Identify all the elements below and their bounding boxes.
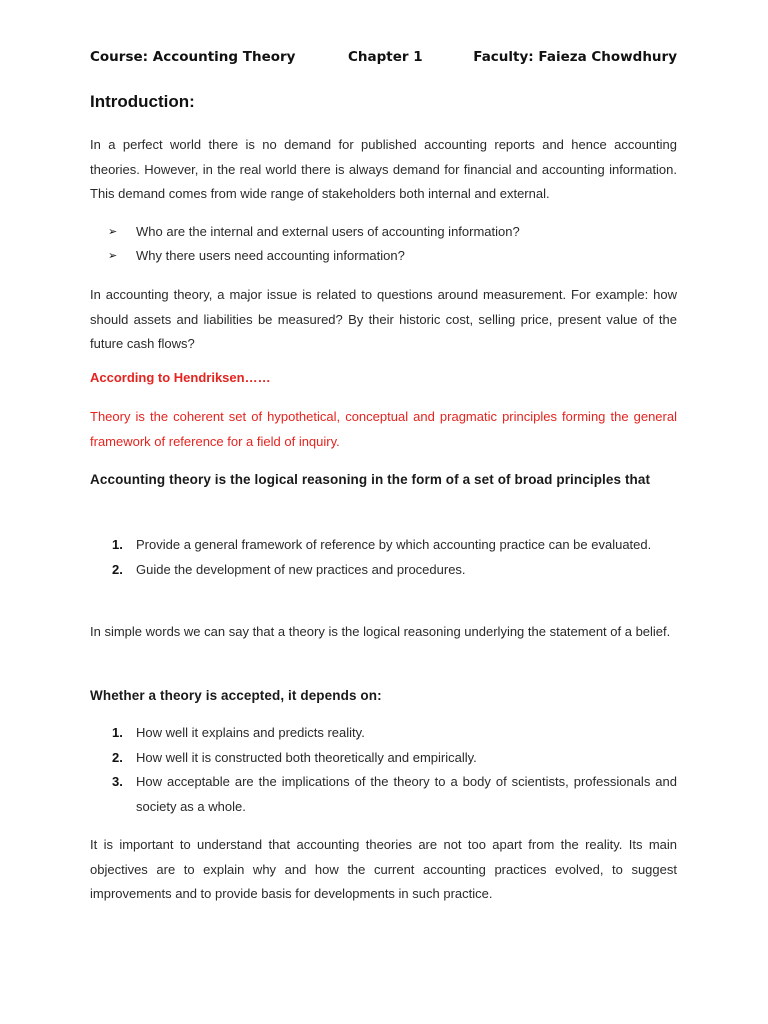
introduction-heading: Introduction: [90, 92, 195, 111]
hendriksen-heading: According to Hendriksen…… [90, 370, 271, 385]
list-item [112, 558, 677, 583]
bullet-text: Why there users need accounting information? [136, 248, 405, 263]
item-number: 2. [112, 561, 123, 577]
item-number: 1. [112, 537, 123, 552]
list-item [112, 746, 677, 771]
list-item [108, 244, 677, 268]
item-text: Provide a general framework of reference by which accounting practice can be evaluated. [136, 537, 652, 552]
header-course: Course: Accounting Theory [90, 49, 296, 65]
simple-words-paragraph: In simple words we can say that a theory is the logical reasoning underlying the statement of a belief. [90, 624, 671, 639]
hendriksen-definition: Theory is the coherent set of hypothetical, conceptual and pragmatic principles forming the general framework of reference for a field of inquiry. [90, 409, 677, 449]
item-text: How well it explains and predicts reality. [136, 725, 365, 740]
measurement-paragraph: In accounting theory, a major issue is related to questions around measurement. For example: how should assets and liabilities be measured? By their historic cost, selling price, present value of the future cash flows? [90, 287, 677, 351]
list-item [112, 533, 677, 558]
arrow-bullet-icon: ➢ [108, 226, 118, 238]
item-number: 2. [112, 749, 123, 765]
item-text: How acceptable are the implications of the theory to a body of scientists, professionals and society as a whole. [136, 774, 677, 814]
users-question-list [108, 220, 677, 268]
header-chapter: Chapter 1 [348, 49, 423, 65]
conclusion-paragraph: It is important to understand that accounting theories are not too apart from the reality. Its main objectives are to explain why and how the current accounting practices evolved, to suggest improvements and to provide basis for developments in such practice. [90, 837, 677, 901]
principles-list [112, 533, 677, 582]
list-item [108, 220, 677, 244]
page-header [90, 49, 677, 69]
header-faculty: Faculty: Faieza Chowdhury [473, 49, 677, 65]
bullet-text: Who are the internal and external users of accounting information? [136, 224, 520, 239]
item-text: How well it is constructed both theoretically and empirically. [136, 749, 477, 765]
acceptance-heading: Whether a theory is accepted, it depends on: [90, 688, 382, 703]
logical-reasoning-heading: Accounting theory is the logical reasoning in the form of a set of broad principles that [90, 472, 651, 487]
intro-paragraph: In a perfect world there is no demand for published accounting reports and hence accounting theories. However, in the real world there is always demand for financial and accounting information. This demand comes from wide range of stakeholders both internal and external. [90, 137, 677, 201]
acceptance-criteria-list [112, 721, 677, 819]
list-item [112, 770, 677, 819]
arrow-bullet-icon: ➢ [108, 250, 118, 262]
list-item [112, 721, 677, 746]
item-number: 1. [112, 725, 123, 740]
item-text: Guide the development of new practices and procedures. [136, 561, 466, 577]
item-number: 3. [112, 774, 123, 789]
